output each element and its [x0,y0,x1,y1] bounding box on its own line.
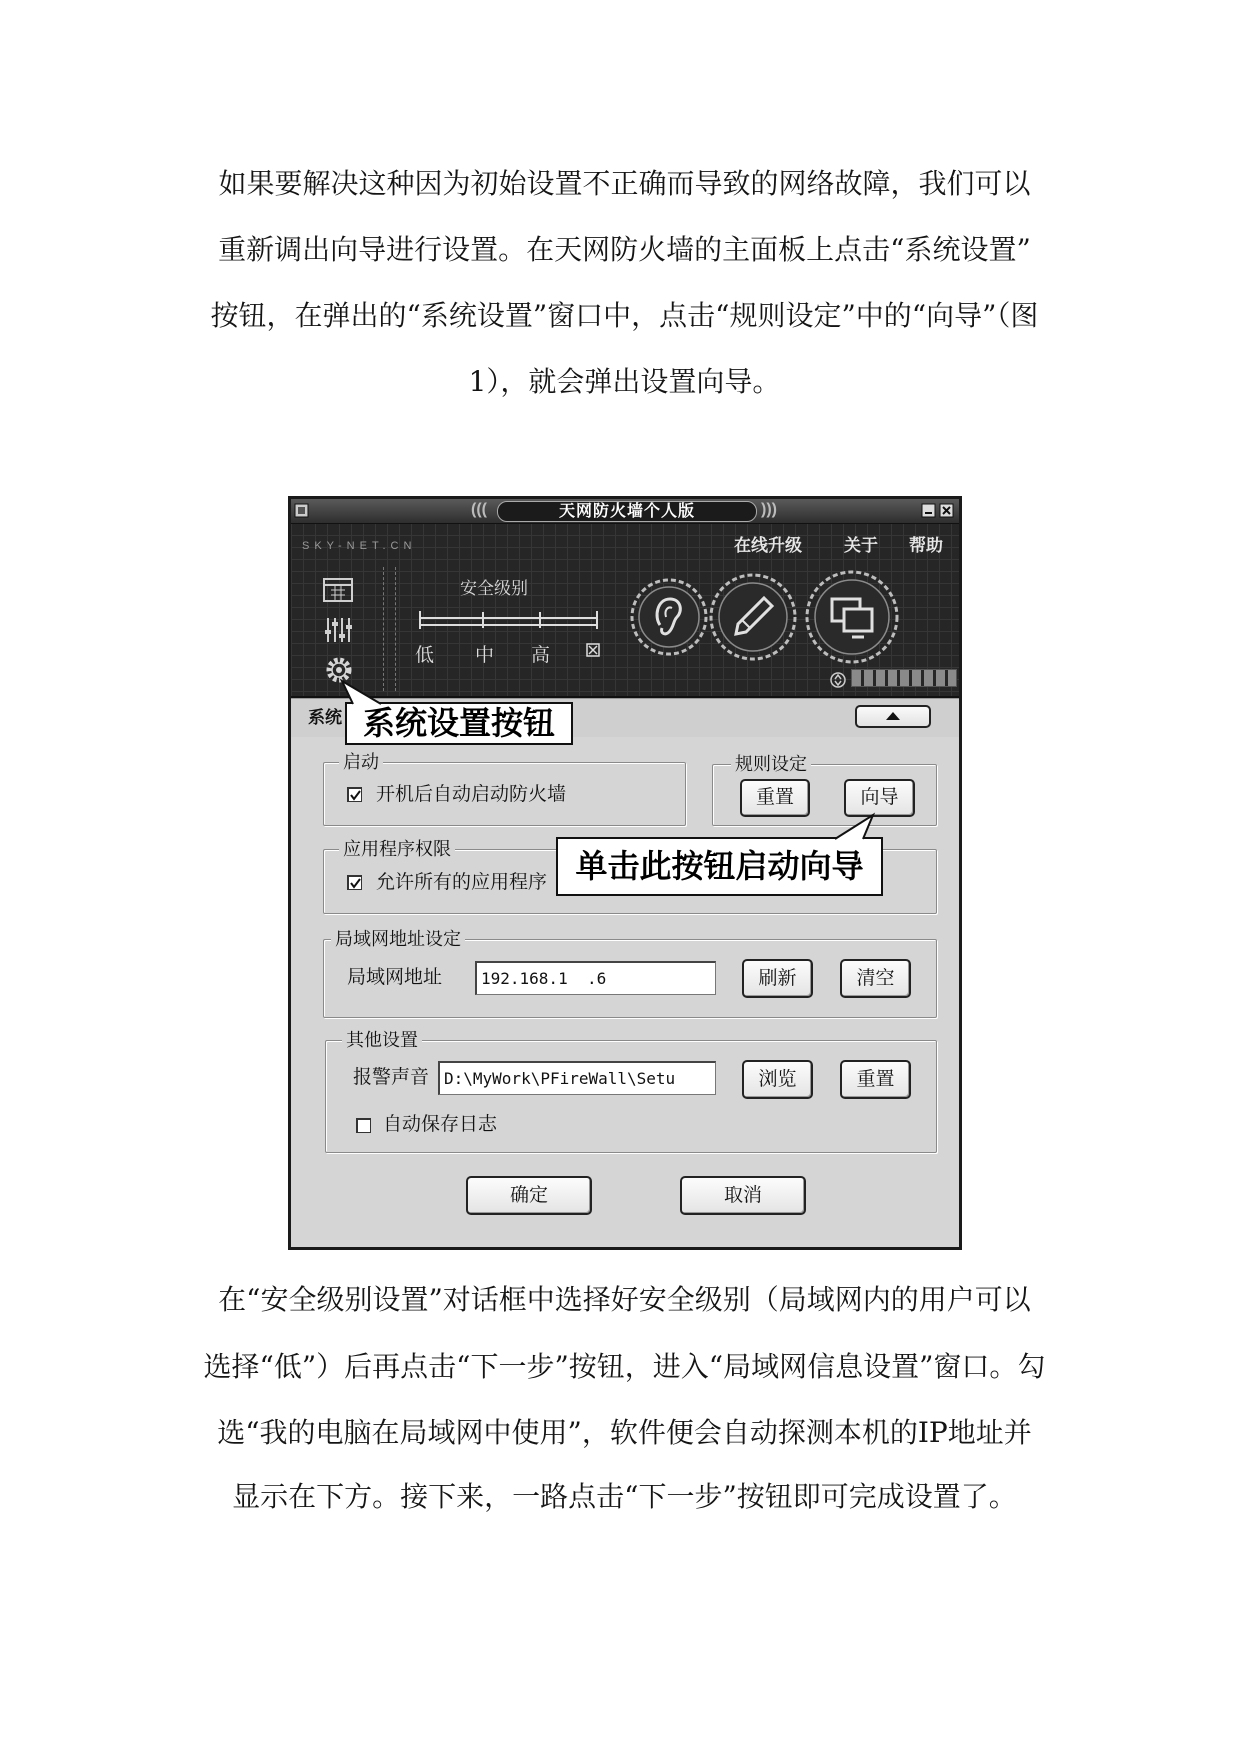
calendar-icon[interactable] [323,576,353,602]
scroll-arrows-icon[interactable] [830,671,846,689]
slider-end-right [596,611,598,629]
startup-checkbox[interactable] [347,787,362,802]
minimize-icon[interactable] [921,503,936,518]
paragraph-2-line-2: 选择“低”）后再点击“下一步”按钮，进入“局域网信息设置”窗口。勾 [203,1350,1046,1383]
app-permissions-checkbox[interactable] [347,875,362,890]
paragraph-1-line-3: 按钮，在弹出的“系统设置”窗口中，点击“规则设定”中的“向导”（图 [210,299,1039,332]
group-rules-title: 规则设定 [731,753,811,775]
slider-tick-high [539,612,541,628]
title-deco-left: ((( [471,501,487,518]
collapse-button[interactable] [855,705,931,728]
title-bar [291,499,959,524]
gear-icon[interactable] [324,655,354,685]
level-low[interactable]: 低 [415,645,435,666]
paragraph-2-line-4: 显示在下方。接下来，一路点击“下一步”按钮即可完成设置了。 [232,1480,1017,1513]
group-app-permissions-title: 应用程序权限 [339,838,455,860]
equalizer-icon[interactable] [323,616,353,644]
menu-about[interactable]: 关于 [844,536,878,555]
tab-system-settings[interactable]: 系统 [308,708,342,727]
cancel-button[interactable]: 取消 [680,1176,806,1215]
lan-refresh-button[interactable]: 刷新 [742,959,813,998]
check-icon [349,789,362,802]
lan-address-label: 局域网地址 [347,967,443,988]
lan-clear-button[interactable]: 清空 [840,959,911,998]
window-title: 天网防火墙个人版 [497,501,757,522]
ok-button[interactable]: 确定 [466,1176,592,1215]
alarm-sound-label: 报警声音 [353,1067,430,1088]
auto-save-log-label: 自动保存日志 [383,1114,498,1135]
check-icon [349,877,362,890]
ear-icon[interactable] [629,577,709,657]
slider-tick-mid [482,612,484,628]
security-level-label: 安全级别 [460,579,528,598]
group-startup-title: 启动 [339,751,383,773]
monitor-icon[interactable] [804,569,900,665]
menu-online-upgrade[interactable]: 在线升级 [734,536,802,555]
group-lan-address-title: 局域网地址设定 [331,928,465,950]
site-url: SKY-NET.CN [302,540,417,552]
security-level-slider[interactable] [421,617,596,626]
custom-level-icon[interactable] [586,643,600,657]
title-deco-right: ))) [761,501,777,518]
level-medium[interactable]: 中 [475,645,495,666]
divider-dashes [383,567,384,691]
slider-end-left [419,611,421,629]
group-other-settings-title: 其他设置 [342,1029,422,1051]
rules-wizard-button[interactable]: 向导 [844,779,915,817]
collapse-up-icon [886,712,900,720]
alarm-sound-input[interactable] [438,1061,716,1095]
app-permissions-checkbox-label: 允许所有的应用程序 [376,872,548,893]
paragraph-1-line-2: 重新调出向导进行设置。在天网防火墙的主面板上点击“系统设置” [218,233,1031,266]
level-high[interactable]: 高 [531,645,551,666]
pencil-icon[interactable] [708,572,798,662]
traffic-indicator [851,669,957,687]
browse-button[interactable]: 浏览 [742,1060,813,1099]
menu-help[interactable]: 帮助 [909,536,943,555]
main-panel-header [291,499,959,698]
startup-checkbox-label: 开机后自动启动防火墙 [376,784,567,805]
firewall-settings-screenshot [288,496,962,1250]
app-menu-icon[interactable] [294,503,309,518]
callout-system-settings-button: 系统设置按钮 [345,702,573,745]
paragraph-2-line-3: 选“我的电脑在局域网中使用”，软件便会自动探测本机的IP地址并 [217,1416,1032,1449]
other-reset-button[interactable]: 重置 [840,1060,911,1099]
callout-wizard-button: 单击此按钮启动向导 [556,837,883,896]
paragraph-1-line-1: 如果要解决这种因为初始设置不正确而导致的网络故障，我们可以 [218,167,1031,200]
paragraph-1-line-4: 1），就会弹出设置向导。 [468,365,781,398]
auto-save-log-checkbox[interactable] [356,1118,371,1133]
paragraph-2-line-1: 在“安全级别设置”对话框中选择好安全级别（局域网内的用户可以 [218,1283,1031,1316]
rules-reset-button[interactable]: 重置 [740,779,810,817]
lan-address-input[interactable] [475,961,716,995]
divider-dashes [395,567,396,691]
close-icon[interactable] [939,503,954,518]
